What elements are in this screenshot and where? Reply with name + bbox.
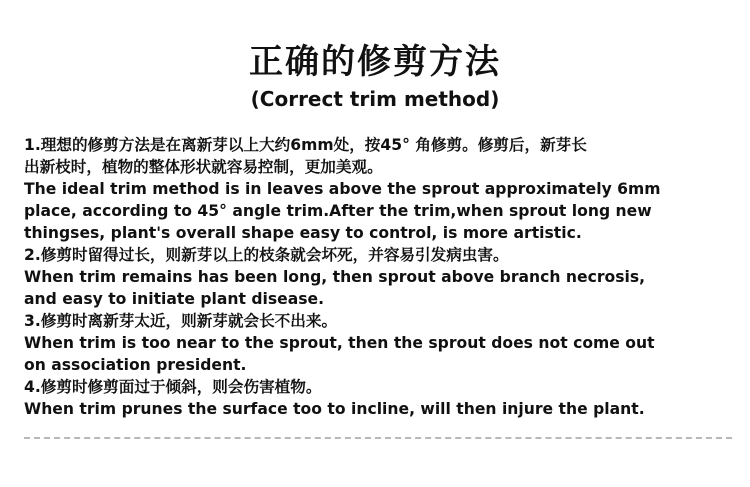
text-line: 2.修剪时留得过长，则新芽以上的枝条就会坏死，并容易引发病虫害。	[24, 246, 509, 264]
text-line: 1.理想的修剪方法是在离新芽以上大约6mm处，按45° 角修剪。修剪后，新芽长	[24, 136, 587, 154]
instructions-body	[24, 134, 736, 420]
text-line: When trim prunes the surface too to incline, will then injure the plant.	[24, 400, 645, 418]
text-line: place, according to 45° angle trim.After the trim,when sprout long new	[24, 202, 652, 220]
text-line: and easy to initiate plant disease.	[24, 290, 325, 308]
text-line: 出新枝时，植物的整体形状就容易控制，更加美观。	[24, 158, 383, 176]
text-line: When trim remains has been long, then sprout above branch necrosis,	[24, 268, 646, 286]
text-line: 4.修剪时修剪面过于倾斜，则会伤害植物。	[24, 378, 322, 396]
text-line: When trim is too near to the sprout, then the sprout does not come out	[24, 334, 655, 352]
dashed-divider	[24, 437, 732, 439]
text-line: thingses, plant's overall shape easy to control, is more artistic.	[24, 224, 582, 242]
page-title: 正确的修剪方法	[249, 42, 501, 82]
text-line: 3.修剪时离新芽太近，则新芽就会长不出来。	[24, 312, 338, 330]
text-line: The ideal trim method is in leaves above the sprout approximately 6mm	[24, 180, 661, 198]
header	[0, 40, 750, 112]
text-line: on association president.	[24, 356, 247, 374]
page-subtitle: (Correct trim method)	[250, 87, 500, 111]
